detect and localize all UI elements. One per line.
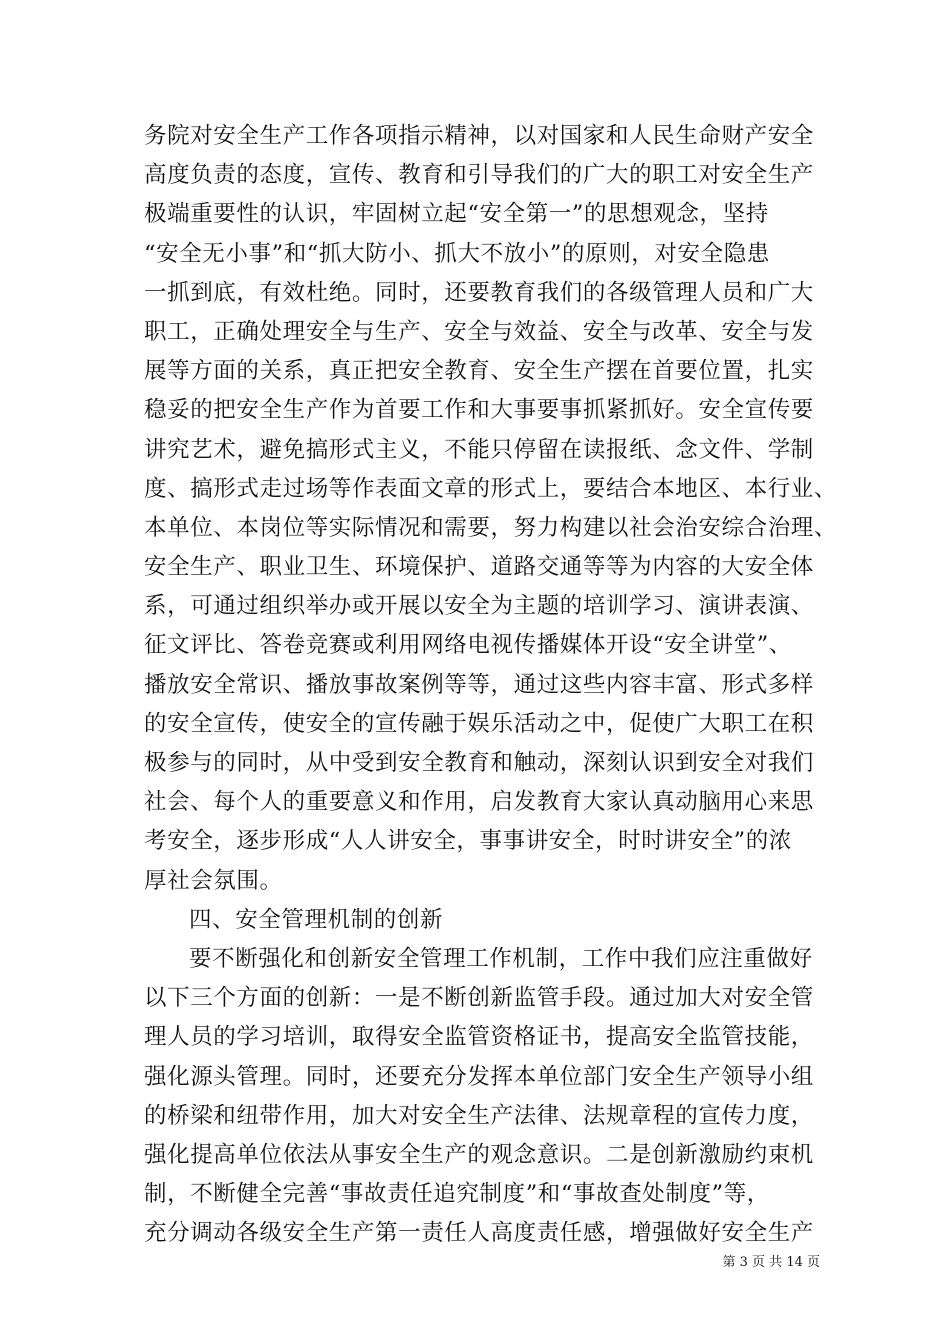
page-number-footer: 第 3 页 共 14 页 [722, 1255, 820, 1270]
paragraph-2 [144, 940, 824, 1254]
text-line: 讲究艺术，避免搞形式主义，不能只停留在读报纸、念文件、学制 [144, 436, 814, 463]
text-line: 强化源头管理。同时，还要充分发挥本单位部门安全生产领导小组 [144, 1063, 814, 1090]
text-line: 充分调动各级安全生产第一责任人高度责任感，增强做好安全生产 [144, 1220, 814, 1247]
text-line: 职工，正确处理安全与生产、安全与效益、安全与改革、安全与发 [144, 318, 814, 345]
text-line: 一抓到底，有效杜绝。同时，还要教育我们的各级管理人员和广大 [144, 279, 814, 306]
text-line: 强化提高单位依法从事安全生产的观念意识。二是创新激励约束机 [144, 1141, 814, 1168]
text-line: 社会、每个人的重要意义和作用，启发教育大家认真动脑用心来思 [144, 789, 814, 816]
text-line: 系，可通过组织举办或开展以安全为主题的培训学习、演讲表演、 [144, 593, 814, 620]
text-line: 展等方面的关系，真正把安全教育、安全生产摆在首要位置，扎实 [144, 358, 814, 385]
text-line: “安全无小事”和“抓大防小、抓大不放小”的原则，对安全隐患 [144, 240, 770, 267]
text-line: 征文评比、答卷竞赛或利用网络电视传播媒体开设“安全讲堂”、 [144, 632, 792, 659]
text-line: 要不断强化和创新安全管理工作机制，工作中我们应注重做好 [189, 945, 813, 972]
text-line: 稳妥的把安全生产作为首要工作和大事要事抓紧抓好。安全宣传要 [144, 397, 814, 424]
paragraph-1 [144, 117, 838, 901]
text-line: 的安全宣传，使安全的宣传融于娱乐活动之中，促使广大职工在积 [144, 710, 814, 737]
text-line: 极端重要性的认识，牢固树立起“安全第一”的思想观念，坚持 [144, 201, 769, 228]
text-line: 播放安全常识、播放事故案例等等，通过这些内容丰富、形式多样 [144, 671, 814, 698]
text-line: 务院对安全生产工作各项指示精神，以对国家和人民生命财产安全 [144, 123, 814, 149]
section-heading: 四、安全管理机制的创新 [189, 906, 444, 933]
text-line: 以下三个方面的创新：一是不断创新监管手段。通过加大对安全管 [144, 985, 814, 1012]
text-line: 度、搞形式走过场等作表面文章的形式上，要结合本地区、本行业、 [144, 475, 838, 502]
text-line: 本单位、本岗位等实际情况和需要，努力构建以社会治安综合治理、 [144, 514, 838, 541]
text-line: 制，不断健全完善“事故责任追究制度”和“事故查处制度”等， [144, 1181, 770, 1208]
text-line: 高度负责的态度，宣传、教育和引导我们的广大的职工对安全生产 [144, 162, 814, 189]
document-body [144, 117, 838, 1253]
text-line: 安全生产、职业卫生、环境保护、道路交通等等为内容的大安全体 [144, 554, 814, 581]
text-line: 极参与的同时，从中受到安全教育和触动，深刻认识到安全对我们 [144, 750, 814, 776]
text-line: 厚社会氛围。 [144, 867, 283, 894]
text-line: 的桥梁和纽带作用，加大对安全生产法律、法规章程的宣传力度， [144, 1102, 814, 1129]
text-line: 考安全，逐步形成“人人讲安全，事事讲安全，时时讲安全”的浓 [144, 828, 792, 855]
text-line: 理人员的学习培训，取得安全监管资格证书，提高安全监管技能， [144, 1024, 814, 1051]
